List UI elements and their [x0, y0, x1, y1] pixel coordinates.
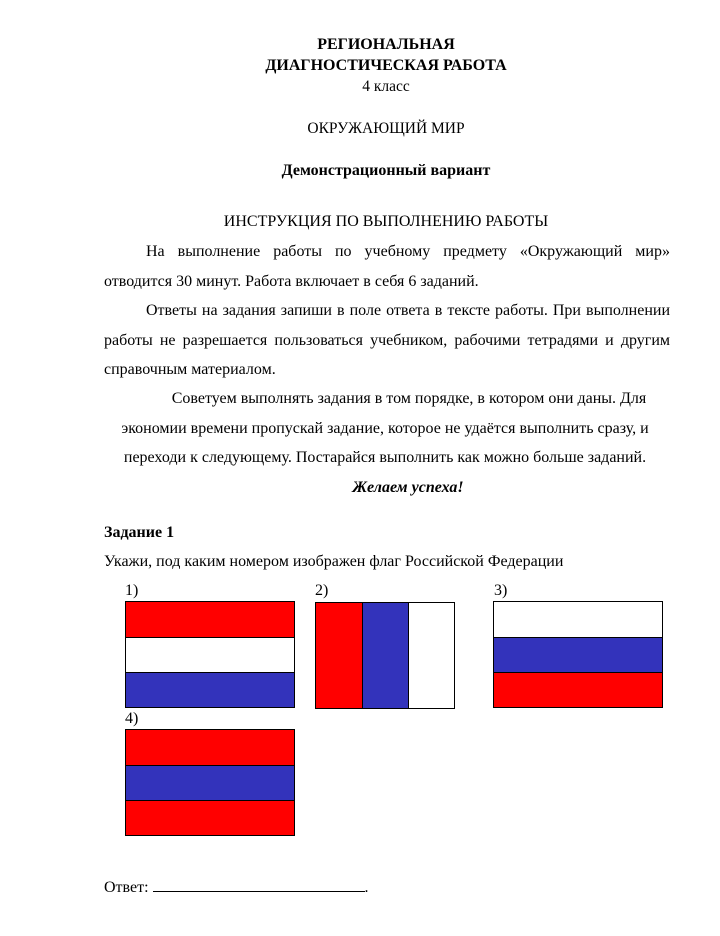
answer-field[interactable]	[153, 877, 365, 892]
task-1-question: Укажи, под каким номером изображен флаг Российской Федерации	[104, 553, 564, 570]
flag-3-stripe-2	[494, 637, 662, 672]
flag-4-stripe-3	[126, 800, 294, 835]
answer-label: Ответ:	[104, 879, 149, 896]
title-line-1: РЕГИОНАЛЬНАЯ	[317, 36, 455, 53]
instructions-heading: ИНСТРУКЦИЯ ПО ВЫПОЛНЕНИЮ РАБОТЫ	[223, 213, 549, 230]
flag-option-1[interactable]	[125, 601, 295, 708]
flag-option-3[interactable]	[493, 601, 663, 708]
title-line-2: ДИАГНОСТИЧЕСКАЯ РАБОТА	[265, 57, 507, 74]
instructions-paragraph-1: На выполнение работы по учебному предмету «Окружающий мир» отводится 30 минут. Работа включает в себя 6 заданий.	[104, 243, 670, 290]
flag-option-2[interactable]	[315, 602, 455, 709]
flag-4-stripe-2	[126, 765, 294, 800]
option-3-label: 3)	[494, 582, 508, 599]
instructions-paragraph-3: Советуем выполнять задания в том порядке, в котором они даны. Для экономии времени пропускай задание, которое не удаётся выполнить сразу, и переходи к следующему. Постарайся выполнить как можно больше заданий.	[121, 390, 649, 466]
instructions-paragraph-2: Ответы на задания запиши в поле ответа в тексте работы. При выполнении работы не разрешается пользоваться учебником, рабочими тетрадями и другим справочным материалом.	[104, 302, 670, 378]
flag-3-stripe-3	[494, 672, 662, 707]
option-2-label: 2)	[315, 582, 329, 599]
flag-4-stripe-1	[126, 730, 294, 765]
flag-3-stripe-1	[494, 602, 662, 637]
option-1-label: 1)	[125, 582, 139, 599]
variant-label: Демонстрационный вариант	[281, 162, 491, 179]
flag-option-4[interactable]	[125, 729, 295, 836]
answer-row	[104, 877, 369, 897]
wish-text: Желаем успеха!	[352, 479, 464, 496]
flag-2-stripe-3	[408, 603, 454, 708]
grade-label: 4 класс	[362, 78, 410, 95]
flag-1-stripe-2	[126, 637, 294, 672]
answer-end: .	[364, 879, 369, 896]
flag-1-stripe-3	[126, 672, 294, 707]
flag-2-stripe-2	[362, 603, 408, 708]
option-4-label: 4)	[125, 710, 139, 727]
subject-title: ОКРУЖАЮЩИЙ МИР	[307, 120, 465, 137]
flag-1-stripe-1	[126, 602, 294, 637]
task-1-title: Задание 1	[104, 524, 175, 541]
flag-2-stripe-1	[316, 603, 362, 708]
